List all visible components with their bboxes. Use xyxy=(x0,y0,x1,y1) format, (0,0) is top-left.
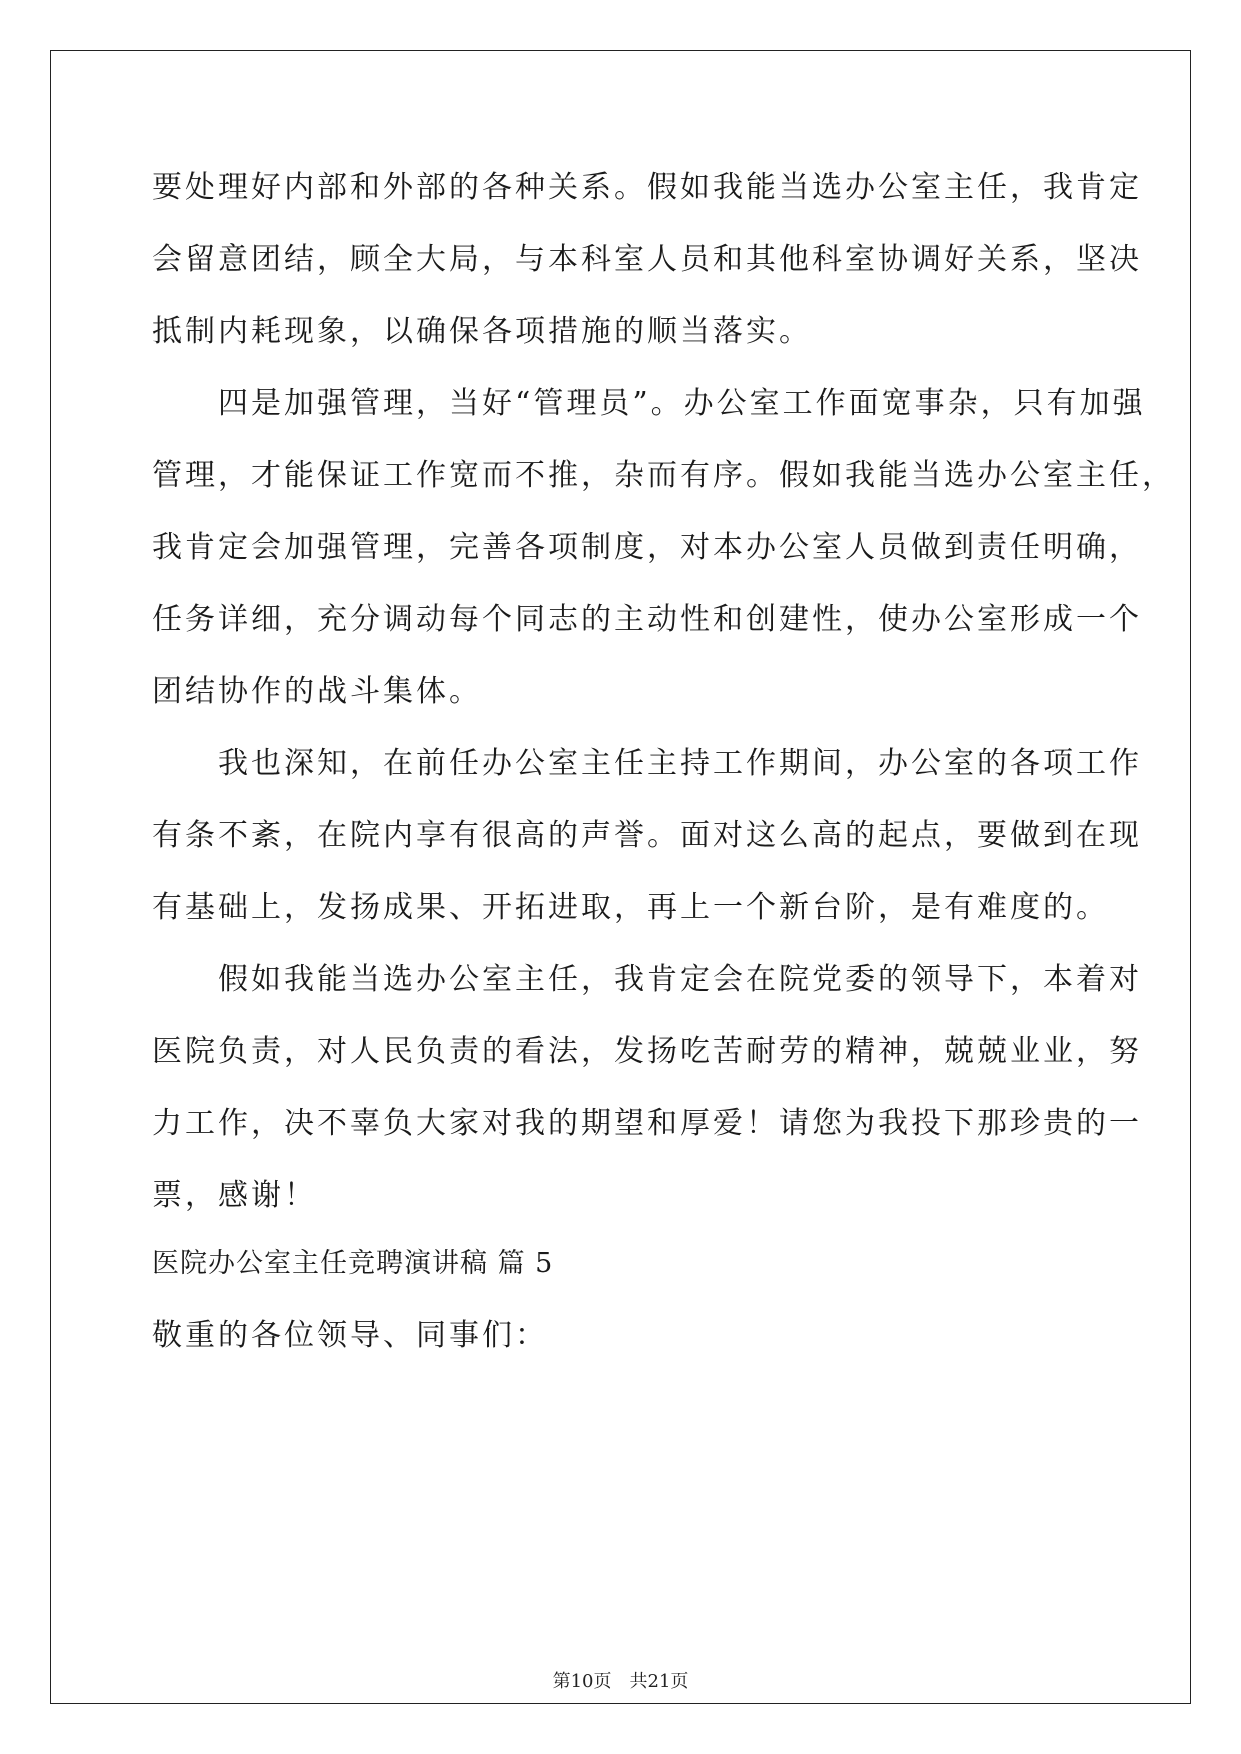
body-line: 任务详细，充分调动每个同志的主动性和创建性，使办公室形成一个 xyxy=(152,602,1142,637)
body-line: 有基础上，发扬成果、开拓进取，再上一个新台阶，是有难度的。 xyxy=(152,890,1109,925)
section-title: 医院办公室主任竞聘演讲稿 篇 5 xyxy=(152,1248,554,1279)
body-line: 要处理好内部和外部的各种关系。假如我能当选办公室主任，我肯定 xyxy=(152,170,1142,205)
page-border xyxy=(50,50,1191,1704)
body-line: 力工作，决不辜负大家对我的期望和厚爱！请您为我投下那珍贵的一 xyxy=(152,1106,1142,1141)
body-line: 四是加强管理，当好“管理员”。办公室工作面宽事杂，只有加强 xyxy=(152,386,1146,421)
salutation: 敬重的各位领导、同事们： xyxy=(152,1318,548,1353)
body-line: 假如我能当选办公室主任，我肯定会在院党委的领导下，本着对 xyxy=(152,962,1142,997)
body-line: 有条不紊，在院内享有很高的声誉。面对这么高的起点，要做到在现 xyxy=(152,818,1142,853)
page-number-footer: 第10页 共21页 xyxy=(552,1671,689,1692)
body-line: 抵制内耗现象，以确保各项措施的顺当落实。 xyxy=(152,314,812,349)
body-line: 我也深知，在前任办公室主任主持工作期间，办公室的各项工作 xyxy=(152,746,1142,781)
body-line: 医院负责，对人民负责的看法，发扬吃苦耐劳的精神，兢兢业业，努 xyxy=(152,1034,1142,1069)
body-line: 票，感谢！ xyxy=(152,1178,317,1213)
body-line: 我肯定会加强管理，完善各项制度，对本办公室人员做到责任明确， xyxy=(152,530,1142,565)
body-line: 团结协作的战斗集体。 xyxy=(152,674,482,709)
body-line: 会留意团结，顾全大局，与本科室人员和其他科室协调好关系，坚决 xyxy=(152,242,1142,277)
body-line: 管理，才能保证工作宽而不推，杂而有序。假如我能当选办公室主任， xyxy=(152,458,1175,493)
